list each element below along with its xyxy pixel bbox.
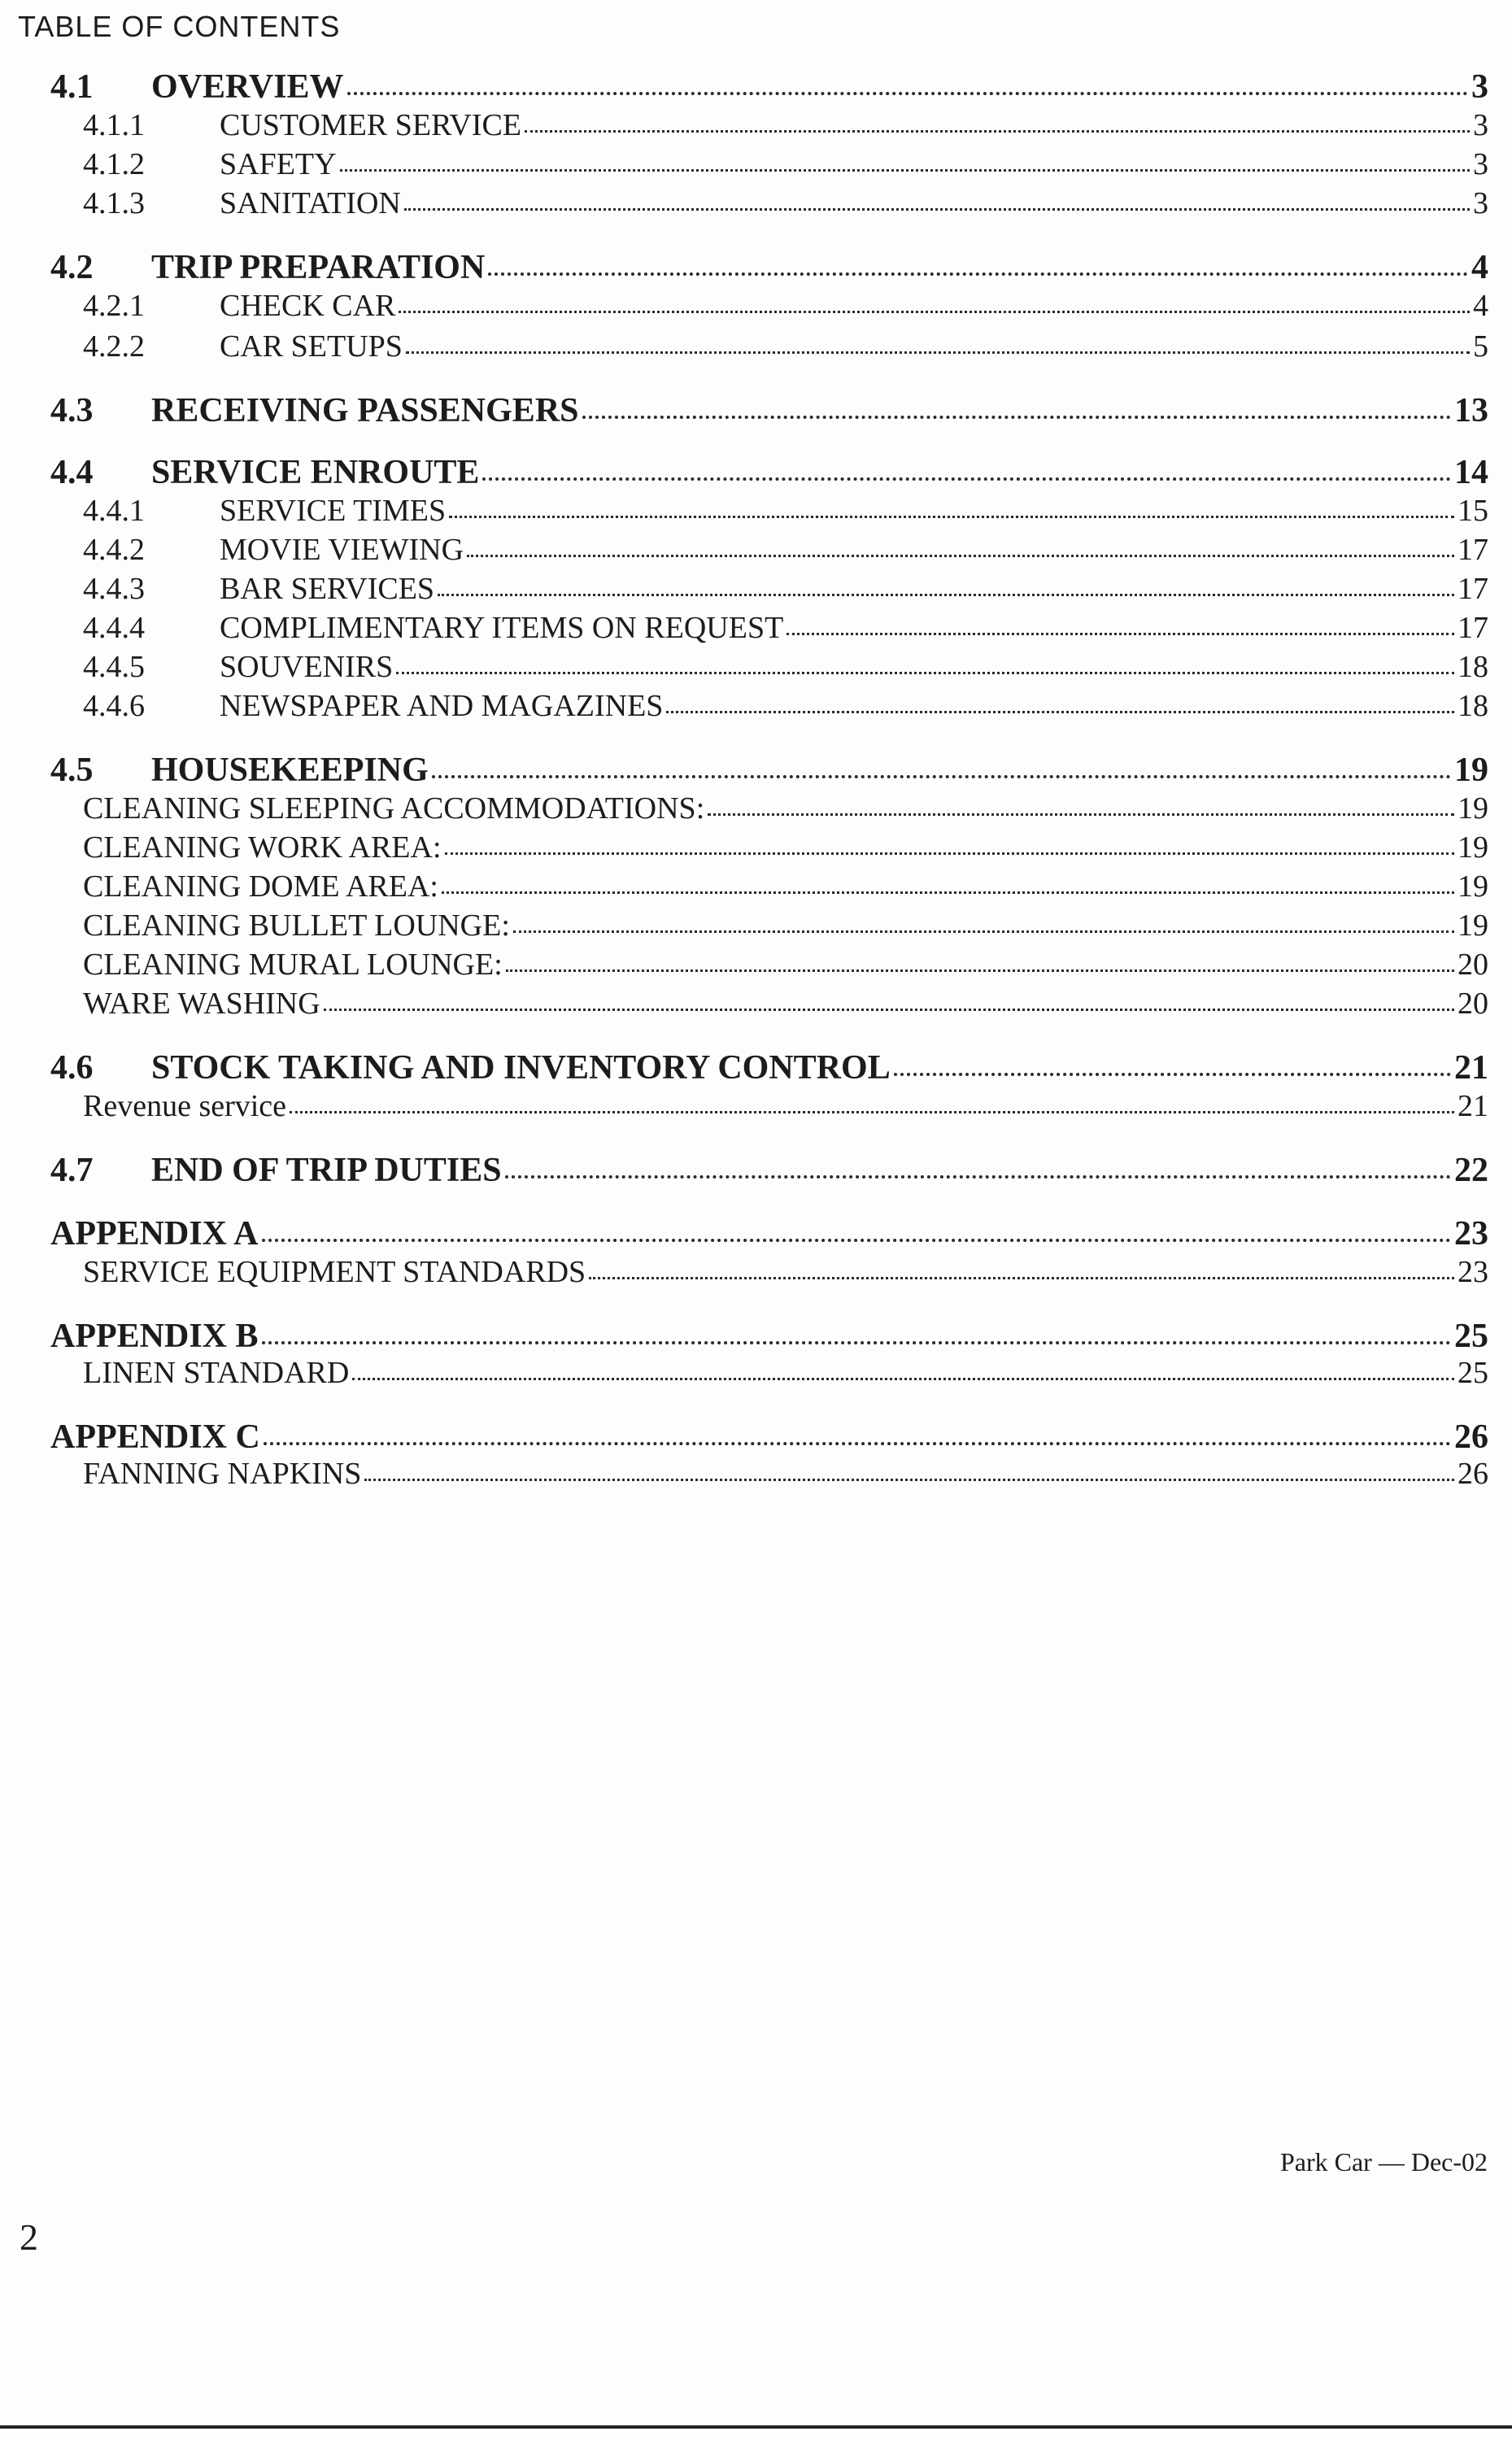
toc-entry-title: OVERVIEW bbox=[151, 68, 344, 106]
toc-dot-leader bbox=[449, 493, 1454, 518]
toc-entry-number: 4.4.2 bbox=[83, 533, 145, 567]
toc-entry-title: Revenue service bbox=[83, 1089, 287, 1123]
toc-entry-number: 4.6 bbox=[50, 1048, 94, 1087]
toc-entry-number: 4.2 bbox=[50, 248, 94, 286]
toc-entry-title: CLEANING MURAL LOUNGE: bbox=[83, 948, 503, 982]
toc-entry-page: 20 bbox=[1458, 948, 1488, 982]
toc-dot-leader bbox=[488, 247, 1468, 276]
toc-entry-page: 25 bbox=[1454, 1317, 1488, 1355]
toc-entry-page: 18 bbox=[1458, 689, 1488, 723]
toc-dot-leader bbox=[438, 571, 1454, 596]
toc-entry-title: BAR SERVICES bbox=[220, 572, 435, 606]
toc-entry-title: COMPLIMENTARY ITEMS ON REQUEST bbox=[220, 611, 784, 645]
toc-dot-leader bbox=[324, 986, 1454, 1011]
toc-entry-page: 23 bbox=[1454, 1214, 1488, 1253]
toc-entry-title: SOUVENIRS bbox=[220, 650, 394, 684]
toc-entry-page: 26 bbox=[1458, 1457, 1488, 1491]
toc-entry-number: 4.2.2 bbox=[83, 329, 145, 364]
toc-dot-leader bbox=[364, 1456, 1454, 1481]
toc-entry[interactable] bbox=[83, 1088, 1488, 1124]
toc-entry-number: 4.1 bbox=[50, 68, 94, 106]
toc-entry-number: 4.7 bbox=[50, 1151, 94, 1189]
toc-entry[interactable] bbox=[83, 986, 1488, 1022]
toc-entry-page: 3 bbox=[1473, 147, 1488, 181]
footer-note: Park Car — Dec-02 bbox=[1279, 2147, 1488, 2176]
toc-entry[interactable] bbox=[83, 571, 1488, 607]
toc-entry-page: 19 bbox=[1454, 751, 1488, 789]
toc-entry-number: 4.1.2 bbox=[83, 147, 145, 181]
toc-entry-page: 19 bbox=[1458, 791, 1488, 826]
toc-entry-number: 4.4.5 bbox=[83, 650, 145, 684]
toc-entry-page: 5 bbox=[1473, 329, 1488, 364]
toc-dot-leader bbox=[482, 452, 1451, 481]
toc-dot-leader bbox=[467, 532, 1454, 557]
toc-entry-title: CAR SETUPS bbox=[220, 329, 403, 364]
toc-entry-title: CLEANING BULLET LOUNGE: bbox=[83, 908, 510, 943]
toc-entry[interactable] bbox=[83, 610, 1488, 646]
toc-dot-leader bbox=[787, 610, 1454, 635]
toc-entry[interactable] bbox=[50, 390, 1488, 430]
toc-entry[interactable] bbox=[50, 1213, 1488, 1253]
toc-dot-leader bbox=[396, 649, 1454, 674]
toc-entry-page: 17 bbox=[1458, 611, 1488, 645]
toc-entry-page: 4 bbox=[1473, 289, 1488, 323]
toc-entry[interactable] bbox=[83, 1355, 1488, 1391]
toc-dot-leader bbox=[264, 1417, 1451, 1445]
toc-entry[interactable] bbox=[50, 452, 1488, 492]
toc-entry[interactable] bbox=[83, 493, 1488, 529]
toc-dot-leader bbox=[666, 688, 1454, 713]
toc-entry-title: LINEN STANDARD bbox=[83, 1356, 350, 1390]
toc-entry-page: 3 bbox=[1471, 68, 1488, 106]
toc-entry-number: 4.5 bbox=[50, 751, 94, 789]
toc-entry-page: 13 bbox=[1454, 391, 1488, 429]
toc-entry-title: MOVIE VIEWING bbox=[220, 533, 464, 567]
toc-entry-title: SERVICE EQUIPMENT STANDARDS bbox=[83, 1255, 586, 1289]
toc-dot-leader bbox=[347, 67, 1468, 95]
toc-entry-number: 4.4.3 bbox=[83, 572, 145, 606]
toc-entry[interactable] bbox=[83, 649, 1488, 685]
toc-entry-title: WARE WASHING bbox=[83, 987, 320, 1021]
toc-entry[interactable] bbox=[83, 947, 1488, 983]
toc-entry[interactable] bbox=[50, 67, 1488, 107]
toc-entry-number: 4.3 bbox=[50, 391, 94, 429]
toc-entry-page: 15 bbox=[1458, 494, 1488, 528]
toc-dot-leader bbox=[589, 1254, 1454, 1279]
toc-entry-title: TRIP PREPARATION bbox=[151, 248, 486, 286]
toc-entry[interactable] bbox=[83, 1254, 1488, 1290]
toc-dot-leader bbox=[262, 1213, 1451, 1242]
bottom-rule bbox=[0, 2425, 1512, 2429]
toc-dot-leader bbox=[505, 1150, 1451, 1179]
toc-entry-title: CUSTOMER SERVICE bbox=[220, 108, 522, 142]
toc-entry-page: 25 bbox=[1458, 1356, 1488, 1390]
toc-entry-title: END OF TRIP DUTIES bbox=[151, 1151, 502, 1189]
toc-entry[interactable] bbox=[83, 288, 1488, 324]
toc-entry-number: 4.4.1 bbox=[83, 494, 145, 528]
toc-entry-title: HOUSEKEEPING bbox=[151, 751, 429, 789]
toc-entry[interactable] bbox=[50, 1417, 1488, 1457]
toc-dot-leader bbox=[708, 791, 1454, 816]
toc-entry-title: RECEIVING PASSENGERS bbox=[151, 391, 579, 429]
toc-entry-number: 4.4 bbox=[50, 453, 94, 491]
toc-entry-title: APPENDIX A bbox=[50, 1214, 259, 1253]
toc-entry-page: 21 bbox=[1458, 1089, 1488, 1123]
toc-entry-page: 20 bbox=[1458, 987, 1488, 1021]
toc-entry-page: 4 bbox=[1471, 248, 1488, 286]
toc-entry[interactable] bbox=[83, 1456, 1488, 1492]
toc-entry[interactable] bbox=[83, 908, 1488, 943]
toc-entry[interactable] bbox=[83, 107, 1488, 143]
toc-dot-leader bbox=[506, 947, 1454, 972]
toc-entry-title: SERVICE ENROUTE bbox=[151, 453, 480, 491]
toc-dot-leader bbox=[432, 750, 1451, 778]
toc-dot-leader bbox=[399, 288, 1470, 313]
toc-dot-leader bbox=[406, 329, 1470, 354]
toc-entry-page: 17 bbox=[1458, 533, 1488, 567]
toc-entry-number: 4.4.6 bbox=[83, 689, 145, 723]
toc-entry[interactable] bbox=[50, 1048, 1488, 1087]
toc-entry[interactable] bbox=[83, 532, 1488, 568]
toc-entry-page: 23 bbox=[1458, 1255, 1488, 1289]
toc-entry-title: FANNING NAPKINS bbox=[83, 1457, 362, 1491]
toc-entry-page: 26 bbox=[1454, 1418, 1488, 1456]
toc-entry-number: 4.2.1 bbox=[83, 289, 145, 323]
toc-entry-page: 19 bbox=[1458, 869, 1488, 904]
toc-entry-page: 18 bbox=[1458, 650, 1488, 684]
toc-heading: TABLE OF CONTENTS bbox=[18, 10, 341, 43]
toc-dot-leader bbox=[582, 390, 1451, 419]
toc-entry-page: 3 bbox=[1473, 186, 1488, 220]
toc-entry-page: 19 bbox=[1458, 908, 1488, 943]
toc-entry-title: SAFETY bbox=[220, 147, 337, 181]
toc-entry[interactable] bbox=[83, 688, 1488, 724]
toc-entry-title: CLEANING DOME AREA: bbox=[83, 869, 438, 904]
toc-entry[interactable] bbox=[83, 869, 1488, 904]
toc-entry-title: SANITATION bbox=[220, 186, 401, 220]
toc-entry-title: STOCK TAKING AND INVENTORY CONTROL bbox=[151, 1048, 891, 1087]
toc-entry[interactable] bbox=[83, 329, 1488, 364]
page-number: 2 bbox=[20, 2216, 38, 2258]
toc-entry[interactable] bbox=[83, 185, 1488, 221]
toc-entry-number: 4.1.3 bbox=[83, 186, 145, 220]
toc-entry-page: 3 bbox=[1473, 108, 1488, 142]
toc-entry-page: 22 bbox=[1454, 1151, 1488, 1189]
toc-entry-page: 14 bbox=[1454, 453, 1488, 491]
toc-entry-number: 4.4.4 bbox=[83, 611, 145, 645]
toc-dot-leader bbox=[340, 146, 1470, 172]
toc-entry-page: 19 bbox=[1458, 830, 1488, 865]
toc-entry[interactable] bbox=[50, 1150, 1488, 1190]
toc-dot-leader bbox=[894, 1048, 1451, 1076]
toc-entry-title: APPENDIX C bbox=[50, 1418, 260, 1456]
toc-entry-title: NEWSPAPER AND MAGAZINES bbox=[220, 689, 664, 723]
toc-entry[interactable] bbox=[50, 247, 1488, 287]
toc-entry[interactable] bbox=[50, 1316, 1488, 1356]
toc-entry-title: CHECK CAR bbox=[220, 289, 396, 323]
toc-dot-leader bbox=[404, 185, 1470, 211]
toc-dot-leader bbox=[442, 869, 1454, 894]
toc-entry-number: 4.1.1 bbox=[83, 108, 145, 142]
toc-dot-leader bbox=[525, 107, 1470, 133]
toc-entry-title: CLEANING WORK AREA: bbox=[83, 830, 442, 865]
toc-entry[interactable] bbox=[83, 830, 1488, 865]
toc-dot-leader bbox=[352, 1355, 1454, 1380]
toc-dot-leader bbox=[445, 830, 1454, 855]
toc-dot-leader bbox=[262, 1316, 1451, 1344]
toc-entry-title: APPENDIX B bbox=[50, 1317, 259, 1355]
toc-entry[interactable] bbox=[50, 750, 1488, 790]
toc-dot-leader bbox=[290, 1088, 1454, 1113]
toc-entry-title: CLEANING SLEEPING ACCOMMODATIONS: bbox=[83, 791, 705, 826]
toc-entry-title: SERVICE TIMES bbox=[220, 494, 447, 528]
toc-entry[interactable] bbox=[83, 791, 1488, 826]
toc-dot-leader bbox=[513, 908, 1454, 933]
toc-entry-page: 17 bbox=[1458, 572, 1488, 606]
toc-entry-page: 21 bbox=[1454, 1048, 1488, 1087]
toc-entry[interactable] bbox=[83, 146, 1488, 182]
